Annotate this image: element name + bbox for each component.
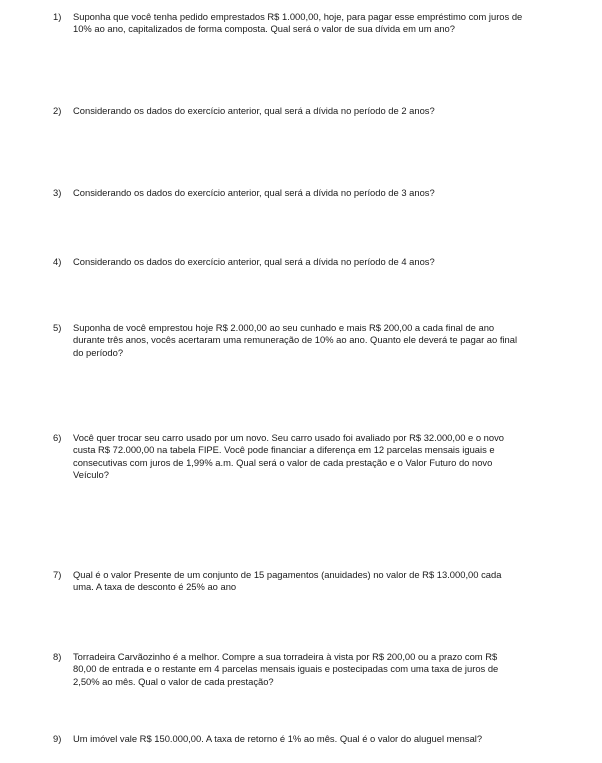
question-text: Suponha que você tenha pedido emprestados R$ 1.000,00, hoje, para pagar esse empréstimo com juros de 10% ao ano, capitalizados de forma composta. Qual será o valor de sua dívida em um ano? bbox=[73, 11, 523, 35]
question-2 bbox=[53, 105, 523, 117]
question-7 bbox=[53, 569, 523, 594]
question-6 bbox=[53, 432, 523, 482]
question-3 bbox=[53, 187, 523, 199]
question-text: Suponha de você emprestou hoje R$ 2.000,00 ao seu cunhado e mais R$ 200,00 a cada final de ano durante três anos, vocês acertaram uma remuneração de 10% ao ano. Quanto ele deverá te pagar ao final do período? bbox=[73, 322, 518, 358]
question-1 bbox=[53, 11, 523, 36]
question-number: 1) bbox=[53, 11, 62, 22]
question-text: Torradeira Carvãozinho é a melhor. Compre a sua torradeira à vista por R$ 200,00 ou a prazo com R$ 80,00 de entrada e o restante em 4 parcelas mensais iguais e postecipadas com uma taxa de juros de 2,50% ao mês. Qual o valor de cada prestação? bbox=[73, 651, 499, 687]
question-text: Considerando os dados do exercício anterior, qual será a dívida no período de 2 anos? bbox=[73, 105, 435, 116]
question-number: 3) bbox=[53, 187, 62, 198]
question-5 bbox=[53, 322, 523, 359]
question-number: 7) bbox=[53, 569, 62, 580]
question-number: 4) bbox=[53, 256, 62, 267]
question-text: Um imóvel vale R$ 150.000,00. A taxa de retorno é 1% ao mês. Qual é o valor do aluguel mensal? bbox=[73, 733, 483, 744]
question-number: 9) bbox=[53, 733, 62, 744]
question-8 bbox=[53, 651, 523, 688]
question-number: 2) bbox=[53, 105, 62, 116]
question-text: Você quer trocar seu carro usado por um novo. Seu carro usado foi avaliado por R$ 32.000,00 e o novo custa R$ 72.000,00 na tabela FIPE. Você pode financiar a diferença em 12 parcelas mensais iguais e consecutivas com juros de 1,99% a.m. Qual será o valor de cada prestação e o Valor Futuro do novo Veículo? bbox=[73, 432, 504, 481]
question-text: Considerando os dados do exercício anterior, qual será a dívida no período de 3 anos? bbox=[73, 187, 435, 198]
question-9 bbox=[53, 733, 523, 745]
question-text: Considerando os dados do exercício anterior, qual será a dívida no período de 4 anos? bbox=[73, 256, 435, 267]
question-number: 5) bbox=[53, 322, 62, 333]
question-number: 6) bbox=[53, 432, 62, 443]
question-4 bbox=[53, 256, 523, 268]
question-number: 8) bbox=[53, 651, 62, 662]
question-text: Qual é o valor Presente de um conjunto de 15 pagamentos (anuidades) no valor de R$ 13.000,00 cada uma. A taxa de desconto é 25% ao ano bbox=[73, 569, 502, 593]
